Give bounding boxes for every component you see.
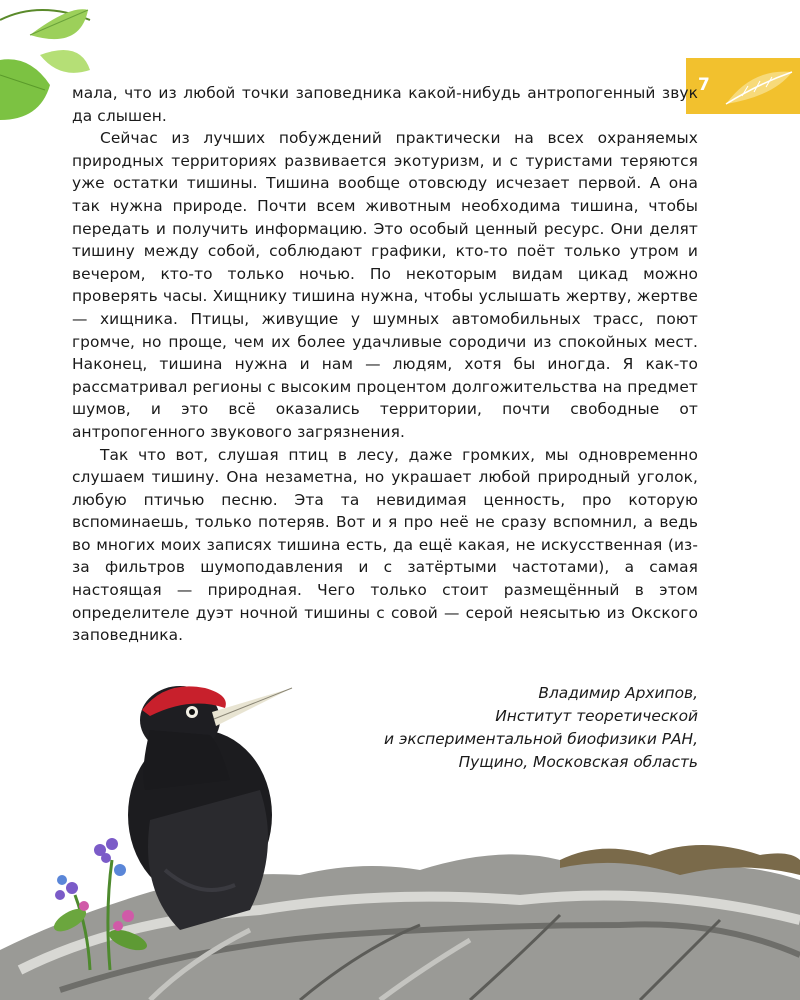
author-institute: Институт теоретической [495,707,698,725]
author-location: Пущино, Московская область [458,753,698,771]
page-number-tab [686,58,800,114]
article-text [72,82,698,647]
paragraph-continuation: мала, что из любой точки заповедника какой-нибудь антропогенный звук да слышен. [72,84,698,125]
feather-icon [722,66,794,108]
author-name: Владимир Архипов, [538,684,698,702]
author-institute-continued: и экспериментальной биофизики РАН, [384,730,698,748]
paragraph-birds: Так что вот, слушая птиц в лесу, даже громких, мы одновременно слушаем тишину. Она незаметна, но украшает любой природный уголок, любую птичью песню. Эта та невидимая ценность, про которую вспоминаешь, только потеряв. Вот и я про неё не сразу вспомнил, а ведь во многих моих записях тишина есть, да ещё какая, не искусственная (из-за фильтров шумоподавления и с затёртыми частотами), а самая настоящая — природная. Чего только стоит размещённый в этом определителе дуэт ночной тишины с совой — серой неясытью из Окского заповедника. [72,445,698,645]
paragraph-silence: Сейчас из лучших побуждений практически на всех охраняемых природных территориях развивается экотуризм, и с туристами теряются уже остатки тишины. Тишина вообще отовсюду исчезает первой. А она так нужна природе. Почти всем животным необходима тишина, чтобы передать и получить информацию. Это особый ценный ресурс. Они делят тишину между собой, соблюдают графики, кто-то поёт только утром и вечером, кто-то только ночью. По некоторым видам цикад можно проверять часы. Хищнику тишина нужна, чтобы услышать жертву, жертве — хищника. Птицы, живущие у шумных автомобильных трасс, поют громче, но проще, чем их более удачливые сородичи из спокойных мест. Наконец, тишина нужна и нам — людям, хотя бы иногда. Я как-то рассматривал регионы с высоким процентом долгожительства на предмет шумов, и это всё оказались территории, почти свободные от антропогенного звукового загрязнения. [72,129,698,441]
woodpecker-illustration [0,670,800,1000]
page-number: 7 [698,75,710,95]
